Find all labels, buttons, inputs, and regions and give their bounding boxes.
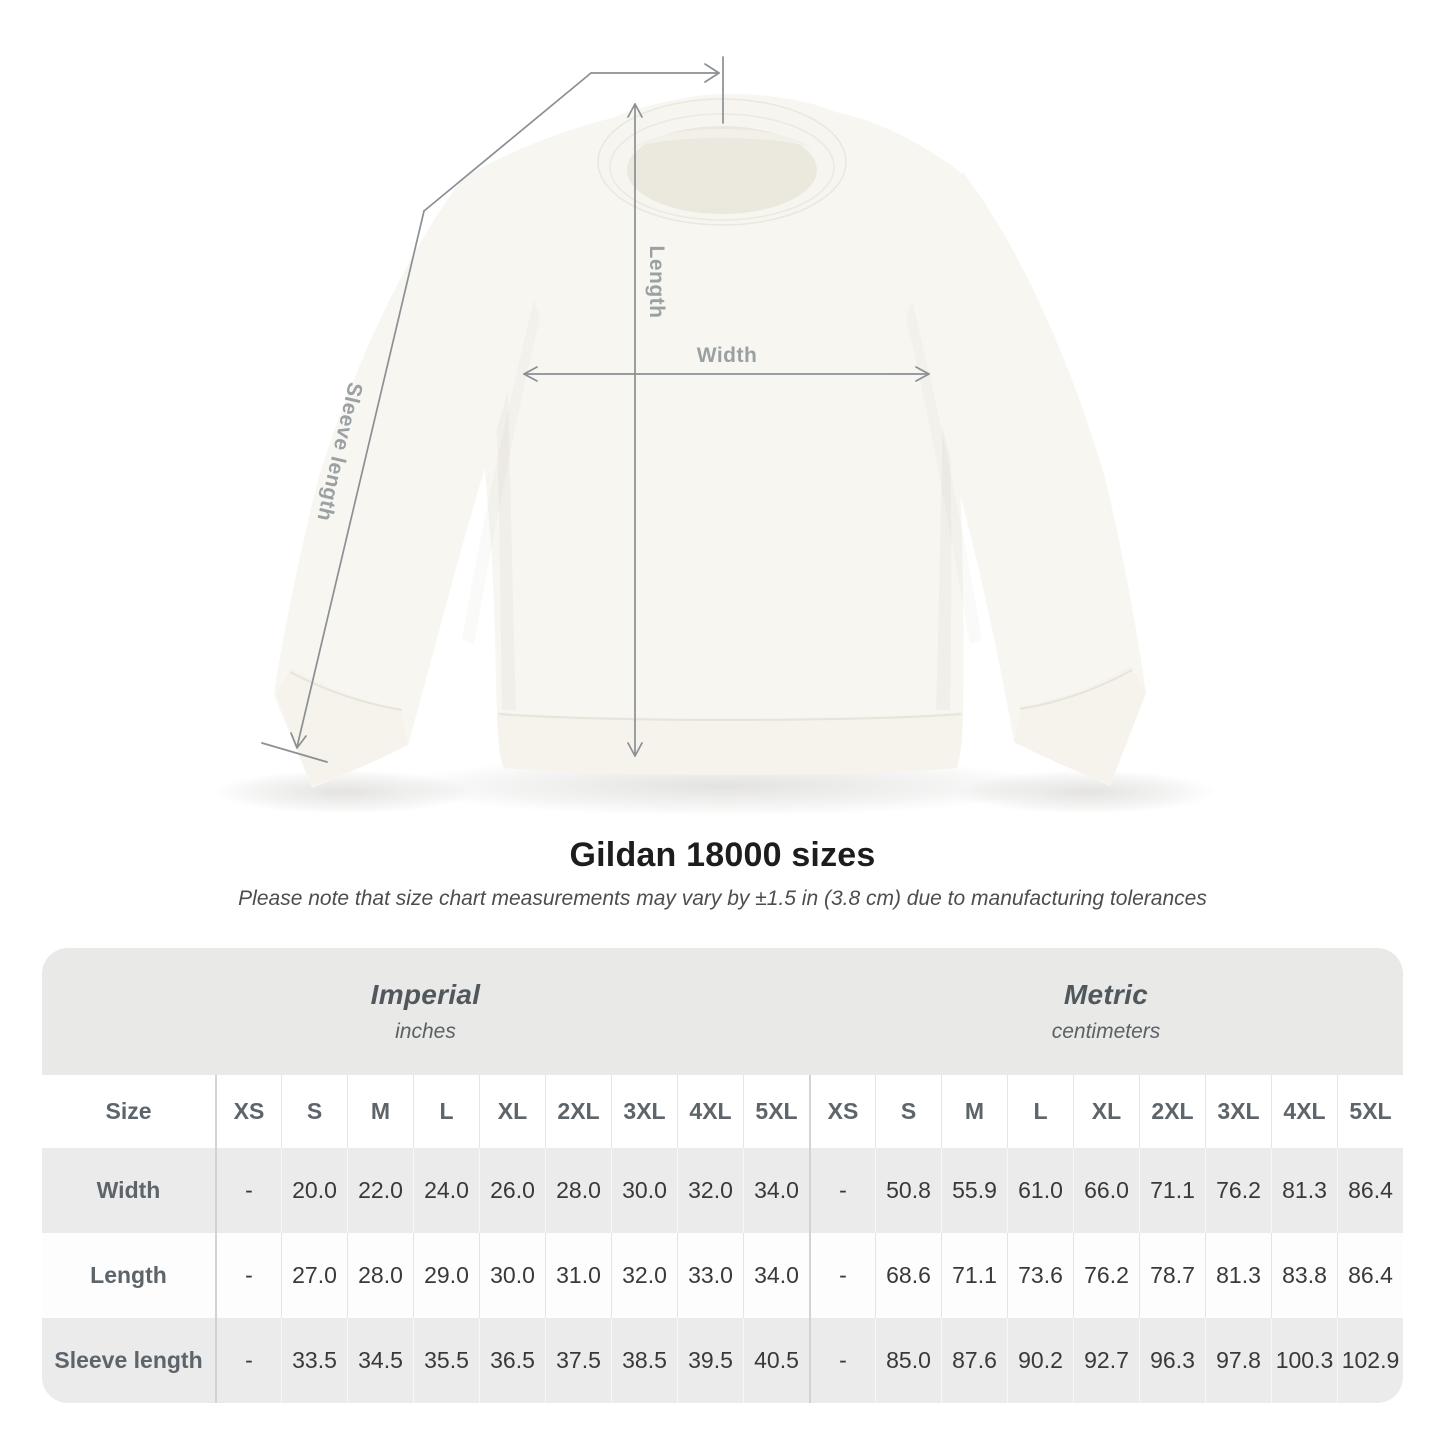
table-cell: 30.0	[479, 1233, 545, 1318]
table-cell: 81.3	[1271, 1148, 1337, 1233]
table-cell: 31.0	[545, 1233, 611, 1318]
table-cell: 37.5	[545, 1318, 611, 1403]
table-cell: 85.0	[875, 1318, 941, 1403]
table-cell: 34.5	[347, 1318, 413, 1403]
table-cell: 33.0	[677, 1233, 743, 1318]
table-cell: 90.2	[1007, 1318, 1073, 1403]
table-cell: 66.0	[1073, 1148, 1139, 1233]
table-cell: 81.3	[1205, 1233, 1271, 1318]
table-cell: 78.7	[1139, 1233, 1205, 1318]
table-cell: 34.0	[743, 1148, 809, 1233]
row-label: Sleeve length	[54, 1347, 203, 1373]
size-header-cell: 4XL	[1271, 1075, 1337, 1148]
page-title: Gildan 18000 sizes	[569, 836, 876, 874]
size-header-cell: 5XL	[743, 1075, 809, 1148]
size-header-cell: 3XL	[611, 1075, 677, 1148]
table-cell: -	[809, 1318, 875, 1403]
table-cell: -	[215, 1318, 281, 1403]
sleeve-length-label: Sleeve length	[312, 380, 367, 524]
size-header-cell: 5XL	[1337, 1075, 1403, 1148]
size-header-cell: 2XL	[545, 1075, 611, 1148]
table-cell: 68.6	[875, 1233, 941, 1318]
imperial-header	[42, 948, 809, 1075]
metric-header	[809, 948, 1403, 1075]
size-table-body	[42, 1075, 1403, 1403]
table-cell: 27.0	[281, 1233, 347, 1318]
tolerance-note: Please note that size chart measurements may vary by ±1.5 in (3.8 cm) due to manufacturing tolerances	[238, 887, 1207, 910]
size-header-cell: M	[347, 1075, 413, 1148]
size-header-cell: XL	[479, 1075, 545, 1148]
size-header-cell: 3XL	[1205, 1075, 1271, 1148]
table-cell: 28.0	[545, 1148, 611, 1233]
table-cell: 35.5	[413, 1318, 479, 1403]
size-table	[42, 948, 1403, 1403]
table-cell: 55.9	[941, 1148, 1007, 1233]
table-cell: 86.4	[1337, 1148, 1403, 1233]
table-cell: 39.5	[677, 1318, 743, 1403]
size-header-cell: XS	[809, 1075, 875, 1148]
table-cell: 30.0	[611, 1148, 677, 1233]
row-label: Width	[96, 1177, 161, 1203]
table-cell: 26.0	[479, 1148, 545, 1233]
size-header-cell: XL	[1073, 1075, 1139, 1148]
table-cell: 38.5	[611, 1318, 677, 1403]
table-row	[42, 1075, 1403, 1148]
table-cell: 34.0	[743, 1233, 809, 1318]
width-label: Width	[696, 344, 758, 367]
table-cell: -	[215, 1148, 281, 1233]
table-cell: 96.3	[1139, 1318, 1205, 1403]
table-cell: -	[809, 1233, 875, 1318]
table-cell: 29.0	[413, 1233, 479, 1318]
table-cell: -	[809, 1148, 875, 1233]
length-label: Length	[645, 245, 668, 319]
table-cell: 36.5	[479, 1318, 545, 1403]
imperial-sublabel: inches	[395, 1020, 456, 1043]
table-row	[42, 1233, 1403, 1318]
size-header-cell: L	[1007, 1075, 1073, 1148]
imperial-label: Imperial	[370, 979, 481, 1010]
size-header-cell: S	[281, 1075, 347, 1148]
table-cell: 22.0	[347, 1148, 413, 1233]
table-cell: 76.2	[1073, 1233, 1139, 1318]
table-cell: 100.3	[1271, 1318, 1337, 1403]
table-cell: 83.8	[1271, 1233, 1337, 1318]
table-cell: 71.1	[941, 1233, 1007, 1318]
size-header-cell: 4XL	[677, 1075, 743, 1148]
table-cell: 92.7	[1073, 1318, 1139, 1403]
size-header-cell: 2XL	[1139, 1075, 1205, 1148]
table-cell: 102.9	[1337, 1318, 1403, 1403]
metric-label: Metric	[1063, 979, 1149, 1010]
table-cell: 61.0	[1007, 1148, 1073, 1233]
table-cell: 86.4	[1337, 1233, 1403, 1318]
table-cell: 40.5	[743, 1318, 809, 1403]
table-row	[42, 1148, 1403, 1233]
table-cell: 32.0	[611, 1233, 677, 1318]
table-cell: 28.0	[347, 1233, 413, 1318]
table-cell: -	[215, 1233, 281, 1318]
table-cell: 24.0	[413, 1148, 479, 1233]
size-column-header: Size	[105, 1098, 152, 1124]
row-label: Length	[90, 1262, 167, 1288]
table-cell: 87.6	[941, 1318, 1007, 1403]
size-header-cell: L	[413, 1075, 479, 1148]
table-cell: 32.0	[677, 1148, 743, 1233]
metric-sublabel: centimeters	[1051, 1020, 1161, 1043]
size-header-cell: S	[875, 1075, 941, 1148]
table-cell: 50.8	[875, 1148, 941, 1233]
unit-header-band	[42, 948, 1403, 1075]
table-cell: 73.6	[1007, 1233, 1073, 1318]
size-header-cell: M	[941, 1075, 1007, 1148]
table-cell: 71.1	[1139, 1148, 1205, 1233]
table-cell: 33.5	[281, 1318, 347, 1403]
table-row	[42, 1318, 1403, 1403]
table-cell: 20.0	[281, 1148, 347, 1233]
size-header-cell: XS	[215, 1075, 281, 1148]
table-cell: 76.2	[1205, 1148, 1271, 1233]
table-cell: 97.8	[1205, 1318, 1271, 1403]
